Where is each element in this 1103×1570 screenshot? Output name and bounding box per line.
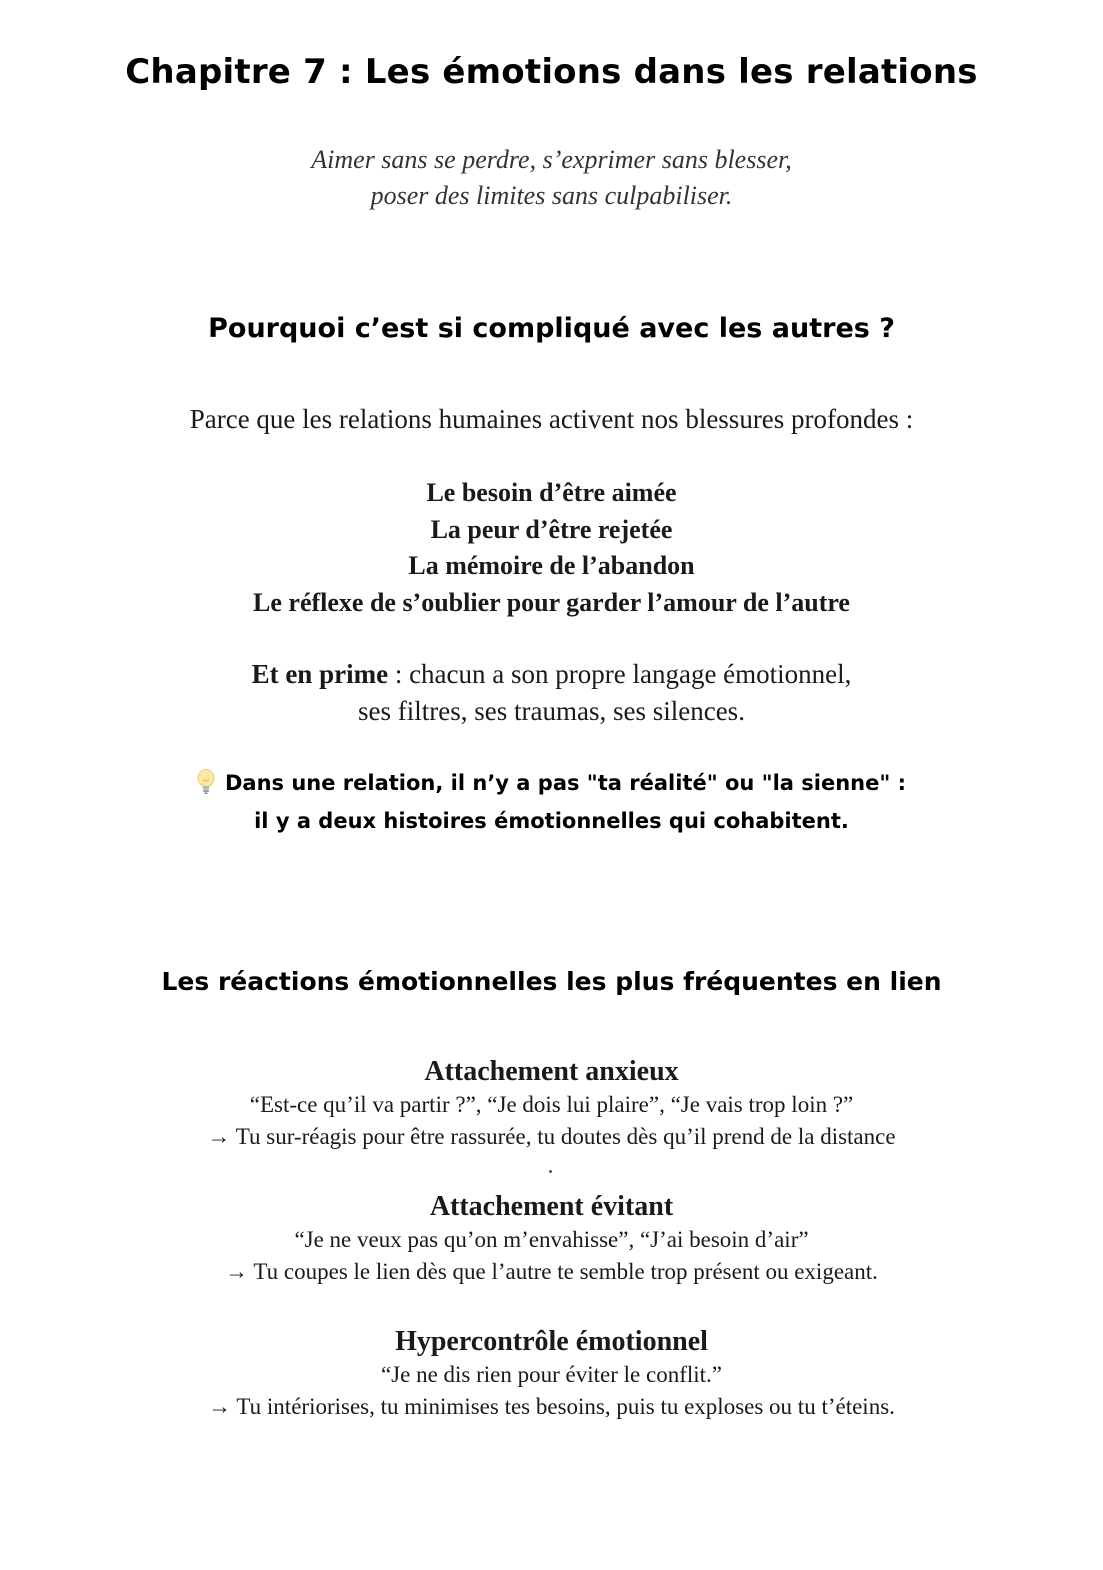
separator-dot — [549, 1170, 552, 1173]
tip-line: il y a deux histoires émotionnelles qui cohabitent. — [254, 809, 849, 833]
bonus-line — [0, 656, 1103, 693]
wound-item: La mémoire de l’abandon — [408, 551, 695, 580]
reaction-block-hypercontrol — [0, 1325, 1103, 1423]
reaction-title: Hypercontrôle émotionnel — [395, 1326, 708, 1357]
reaction-quote: “Je ne veux pas qu’on m’envahisse”, “J’ai besoin d’air” — [294, 1227, 809, 1252]
bonus-label: Et en prime — [251, 659, 389, 689]
reaction-quote: “Je ne dis rien pour éviter le conflit.” — [380, 1362, 723, 1387]
tip-callout — [0, 764, 1103, 840]
reaction-quote: “Est-ce qu’il va partir ?”, “Je dois lui plaire”, “Je vais trop loin ?” — [249, 1092, 854, 1117]
reaction-title: Attachement anxieux — [424, 1056, 679, 1087]
reaction-block-avoidant — [0, 1190, 1103, 1288]
reaction-block-anxious — [0, 1055, 1103, 1153]
subtitle-line: poser des limites sans culpabiliser. — [370, 181, 733, 210]
chapter-subtitle — [0, 142, 1103, 214]
wound-item: Le réflexe de s’oublier pour garder l’amour de l’autre — [253, 587, 850, 617]
reaction-description: → Tu coupes le lien dès que l’autre te semble trop présent ou exigeant. — [225, 1259, 878, 1284]
subtitle-line: Aimer sans se perdre, s’exprimer sans blesser, — [311, 145, 792, 174]
wounds-list — [0, 475, 1103, 621]
wound-item: Le besoin d’être aimée — [426, 478, 677, 507]
tip-text: Dans une relation, il n’y a pas "ta réalité" ou "la sienne" : — [224, 771, 907, 795]
chapter-title: Chapitre 7 : Les émotions dans les relations — [125, 52, 978, 92]
tip-line — [0, 764, 1103, 802]
wound-item: La peur d’être rejetée — [430, 514, 673, 544]
section-title-why: Pourquoi c’est si compliqué avec les autres ? — [208, 313, 895, 344]
reaction-description: → Tu intériorises, tu minimises tes besoins, puis tu exploses ou tu t’éteins. — [208, 1394, 895, 1419]
intro-paragraph: Parce que les relations humaines activent nos blessures profondes : — [189, 404, 914, 434]
section-title-reactions: Les réactions émotionnelles les plus fréquentes en lien — [161, 967, 942, 996]
bonus-paragraph — [0, 656, 1103, 729]
lightbulb-icon — [197, 769, 215, 795]
reaction-title: Attachement évitant — [429, 1191, 674, 1222]
reaction-description: → Tu sur-réagis pour être rassurée, tu doutes dès qu’il prend de la distance — [207, 1124, 896, 1149]
bonus-line: ses filtres, ses traumas, ses silences. — [358, 695, 745, 726]
bonus-text: : chacun a son propre langage émotionnel, — [388, 659, 852, 689]
